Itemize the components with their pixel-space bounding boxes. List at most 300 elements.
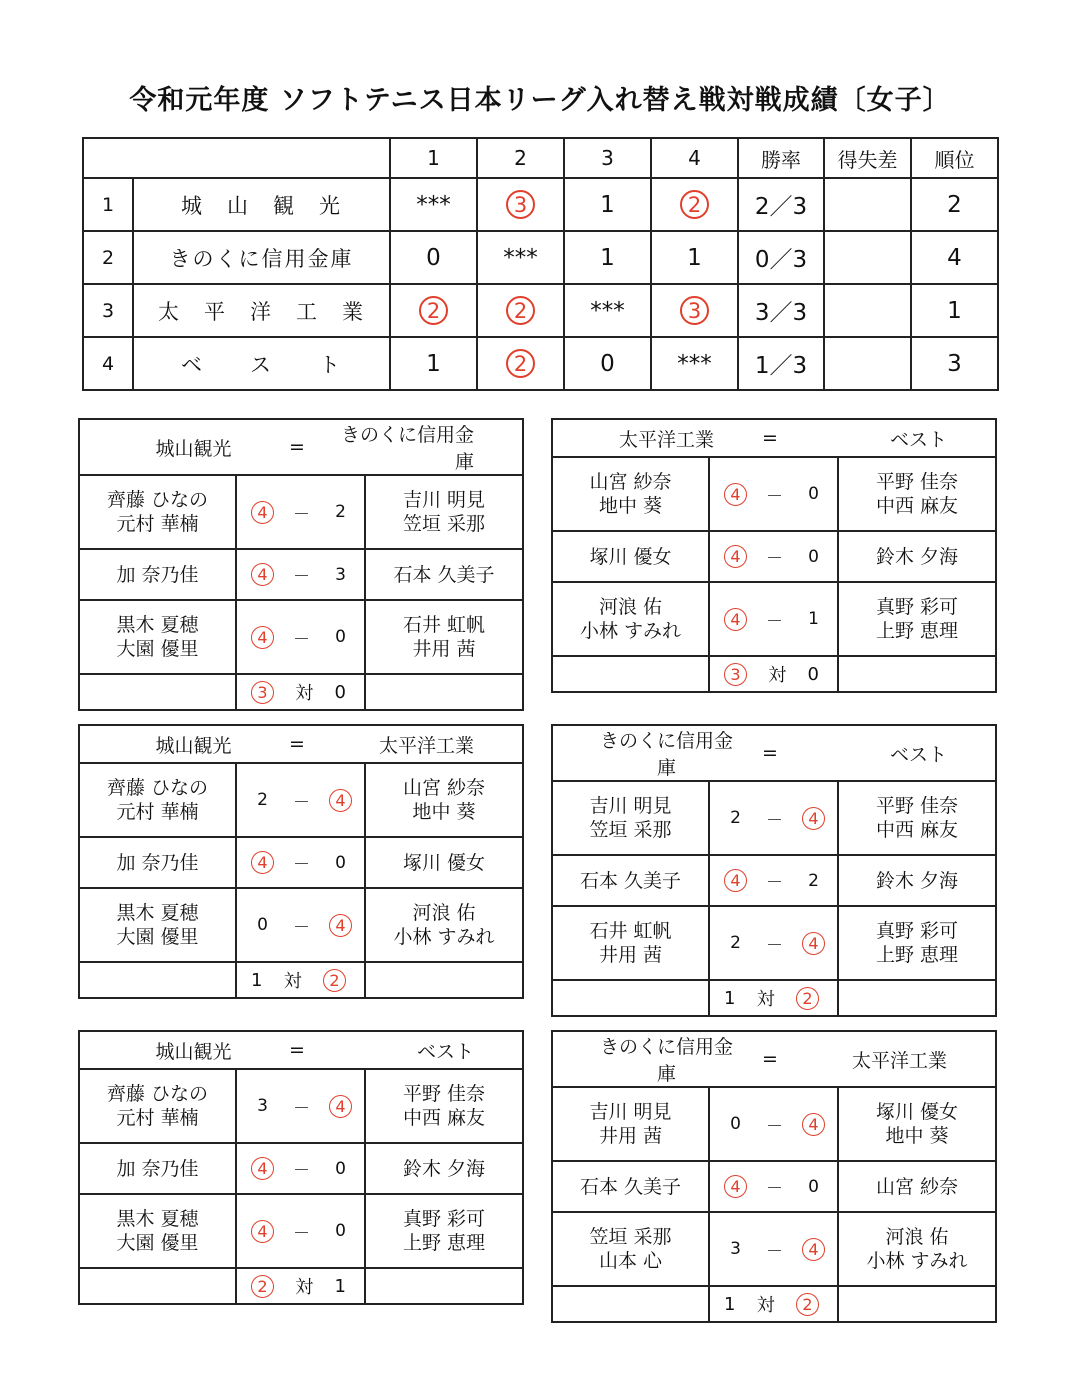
rank: 3 — [911, 337, 998, 390]
players-left — [79, 837, 236, 888]
score-dash: － — [293, 567, 310, 587]
players-left — [79, 475, 236, 549]
total-left: 3 — [724, 663, 747, 686]
players-right — [838, 457, 996, 531]
score-dash: － — [293, 855, 310, 875]
player-name: 山本 心 — [598, 1250, 663, 1272]
players-left — [79, 1069, 236, 1143]
league-header-row — [83, 138, 998, 178]
match-team-2: ベスト — [890, 428, 948, 451]
player-name: 元村 華楠 — [116, 1107, 199, 1129]
total-left: 2 — [251, 1275, 274, 1298]
header-col: 2 — [477, 138, 564, 178]
losing-score: 0 — [808, 484, 819, 504]
score: 1 — [600, 244, 615, 271]
score-dash: － — [293, 629, 310, 650]
match-team-1: きのくに信用金庫 — [600, 730, 734, 779]
game-row — [79, 763, 523, 837]
team-number: 2 — [83, 231, 133, 284]
league-row — [83, 178, 998, 231]
match-total — [709, 980, 838, 1016]
player-name: 真野 彩可 — [875, 596, 959, 618]
losing-score: 0 — [808, 1176, 819, 1197]
player-name: 加 奈乃佳 — [116, 563, 199, 586]
goal-diff — [824, 178, 911, 231]
players-right — [365, 475, 523, 549]
winning-score: 4 — [802, 932, 825, 955]
player-name: 元村 華楠 — [116, 513, 199, 535]
total-right: 2 — [323, 969, 346, 992]
team-name: きのくに信用金庫 — [133, 231, 390, 284]
winning-score: 4 — [251, 851, 274, 874]
total-blank — [79, 1268, 236, 1304]
losing-score: 2 — [730, 933, 741, 953]
match-total-row — [552, 980, 996, 1016]
player-name: 齊藤 ひなの — [106, 489, 209, 511]
result-cell — [390, 337, 477, 390]
player-name: 河浪 佑 — [885, 1226, 949, 1248]
score: 1 — [687, 244, 702, 271]
total-left: 1 — [724, 1293, 736, 1315]
player-name: 塚川 優女 — [402, 851, 486, 874]
losing-score: 2 — [257, 790, 268, 810]
score-line — [237, 562, 364, 587]
game-row — [552, 855, 996, 906]
total-line — [710, 661, 837, 687]
team-number: 1 — [83, 178, 133, 231]
match-total-row — [79, 674, 523, 710]
losing-score: 3 — [257, 1096, 268, 1116]
players-right — [365, 549, 523, 600]
players-left — [79, 549, 236, 600]
score: *** — [416, 191, 451, 218]
player-name: 塚川 優女 — [875, 1101, 959, 1123]
game-row — [552, 781, 996, 855]
match-team-1: きのくに信用金庫 — [599, 1036, 733, 1085]
goal-diff — [824, 231, 911, 284]
match-total — [236, 674, 365, 710]
game-score — [709, 1161, 838, 1212]
score-line — [710, 544, 837, 569]
player-name: 井用 茜 — [598, 1125, 663, 1147]
score: *** — [677, 350, 712, 377]
winning-score: 4 — [724, 483, 747, 506]
score: 1 — [426, 350, 441, 377]
match-table — [551, 724, 997, 1017]
match-header-cell — [79, 1031, 523, 1069]
score-line — [237, 625, 364, 650]
player-name: 加 奈乃佳 — [116, 1157, 199, 1180]
player-name: 小林 すみれ — [579, 620, 682, 642]
losing-score: 0 — [335, 1158, 346, 1179]
score-line — [237, 850, 364, 875]
match-total-row — [79, 1268, 523, 1304]
league-table — [82, 137, 999, 391]
result-cell — [564, 178, 651, 231]
match-equals: = — [762, 742, 778, 764]
game-row — [79, 837, 523, 888]
player-name: 小林 すみれ — [866, 1250, 968, 1272]
team-number: 4 — [83, 337, 133, 390]
match-header — [79, 419, 523, 475]
total-left: 1 — [251, 969, 263, 991]
result-cell — [564, 337, 651, 390]
match-header-content — [80, 726, 522, 762]
player-name: 井用 茜 — [412, 638, 476, 660]
match-header — [79, 1031, 523, 1069]
game-row — [79, 1069, 523, 1143]
total-blank — [552, 980, 709, 1016]
total-blank — [552, 656, 709, 692]
players-left — [552, 1161, 709, 1212]
player-name: 真野 彩可 — [875, 920, 959, 942]
rank: 1 — [911, 284, 998, 337]
result-cell — [651, 178, 738, 231]
player-name: 河浪 佑 — [412, 902, 476, 924]
players-left — [552, 906, 709, 980]
player-name: 上野 恵理 — [402, 1232, 486, 1254]
winning-score: 4 — [724, 1175, 747, 1198]
score-dash: － — [766, 549, 783, 569]
game-score — [709, 531, 838, 582]
total-blank — [365, 1268, 523, 1304]
score-line — [237, 1094, 364, 1119]
win-score-circled: 2 — [506, 349, 535, 378]
header-goal-diff: 得失差 — [824, 138, 911, 178]
team-name: 太 平 洋 工 業 — [133, 284, 390, 337]
player-name: 塚川 優女 — [589, 545, 672, 568]
match-header — [79, 725, 523, 763]
result-cell — [564, 231, 651, 284]
player-name: 笠垣 采那 — [589, 1226, 672, 1248]
player-name: 中西 麻友 — [875, 495, 959, 517]
score-dash: － — [766, 486, 783, 507]
match-total-row — [552, 656, 996, 692]
match-header-content — [80, 1032, 522, 1068]
player-name: 大園 優里 — [116, 926, 199, 948]
losing-score: 2 — [808, 870, 819, 891]
match-team-1: 城山観光 — [155, 1040, 232, 1063]
player-name: 笠垣 采那 — [589, 819, 672, 841]
win-score-circled: 2 — [419, 296, 448, 325]
match-table — [78, 1030, 524, 1305]
match-team-2: きのくに信用金庫 — [341, 424, 475, 473]
total-line — [710, 985, 837, 1011]
game-score — [236, 763, 365, 837]
total-blank — [838, 656, 996, 692]
result-cell — [390, 284, 477, 337]
header-blank — [83, 138, 390, 178]
score-line — [237, 500, 364, 525]
player-name: 平野 佳奈 — [402, 1083, 486, 1105]
result-cell — [477, 284, 564, 337]
player-name: 大園 優里 — [116, 1232, 199, 1254]
goal-diff — [824, 284, 911, 337]
players-left — [552, 855, 709, 906]
player-name: 黒木 夏穂 — [116, 902, 199, 924]
total-line — [237, 967, 364, 993]
player-name: 鈴木 夕海 — [875, 869, 959, 892]
game-score — [709, 1212, 838, 1286]
match-header-content — [553, 1032, 995, 1086]
winning-score: 4 — [724, 869, 747, 892]
winning-score: 4 — [802, 1238, 825, 1261]
rank: 2 — [911, 178, 998, 231]
match-team-2: ベスト — [890, 743, 948, 766]
players-right — [838, 1212, 996, 1286]
player-name: 山宮 紗奈 — [402, 777, 486, 799]
players-left — [552, 1212, 709, 1286]
player-name: 中西 麻友 — [875, 819, 959, 841]
players-left — [552, 457, 709, 531]
result-cell — [390, 231, 477, 284]
header-col: 4 — [651, 138, 738, 178]
winning-score: 4 — [251, 501, 274, 524]
winning-score: 4 — [251, 1157, 274, 1180]
player-name: 齊藤 ひなの — [106, 1083, 209, 1105]
winning-score: 4 — [251, 626, 274, 649]
header-col: 1 — [390, 138, 477, 178]
result-cell — [564, 284, 651, 337]
score-dash: － — [293, 1098, 310, 1119]
score-line — [237, 913, 364, 938]
total-left: 1 — [724, 987, 736, 1009]
winning-score: 4 — [802, 1113, 825, 1136]
players-right — [365, 1143, 523, 1194]
score: 0 — [600, 350, 615, 377]
result-cell — [477, 178, 564, 231]
result-cell — [651, 284, 738, 337]
win-score-circled: 3 — [680, 296, 709, 325]
players-right — [838, 1161, 996, 1212]
score-dash: － — [766, 611, 783, 632]
winning-score: 4 — [329, 914, 352, 937]
winning-score: 4 — [724, 545, 747, 568]
game-score — [709, 906, 838, 980]
winning-score: 4 — [251, 1220, 274, 1243]
game-score — [709, 582, 838, 656]
total-right: 2 — [796, 1293, 819, 1316]
total-right: 1 — [334, 1275, 346, 1297]
score-line — [710, 607, 837, 632]
win-rate: 3／3 — [738, 284, 824, 337]
match-team-1: 太平洋工業 — [619, 428, 715, 451]
total-blank — [838, 1286, 996, 1322]
game-row — [552, 531, 996, 582]
players-right — [365, 837, 523, 888]
players-right — [365, 888, 523, 962]
player-name: 吉川 明見 — [589, 795, 672, 817]
score-line — [710, 482, 837, 507]
game-row — [552, 906, 996, 980]
match-team-1: 城山観光 — [155, 734, 232, 757]
player-name: 平野 佳奈 — [875, 471, 959, 493]
game-row — [79, 475, 523, 549]
players-left — [552, 781, 709, 855]
page-title: 令和元年度 ソフトテニス日本リーグ入れ替え戦対戦成績〔女子〕 — [129, 85, 951, 116]
players-right — [365, 600, 523, 674]
player-name: 上野 恵理 — [875, 620, 959, 642]
total-vs: 対 — [295, 1277, 314, 1298]
team-number: 3 — [83, 284, 133, 337]
player-name: 鈴木 夕海 — [402, 1157, 486, 1180]
player-name: 石本 久美子 — [579, 869, 682, 892]
total-vs: 対 — [768, 665, 787, 686]
result-cell — [477, 231, 564, 284]
game-score — [236, 1069, 365, 1143]
match-total — [709, 1286, 838, 1322]
score-line — [237, 1219, 364, 1244]
winning-score: 4 — [329, 1095, 352, 1118]
match-table — [551, 1030, 997, 1323]
match-equals: = — [762, 1048, 778, 1070]
goal-diff — [824, 337, 911, 390]
players-right — [365, 763, 523, 837]
score-dash: － — [766, 1179, 783, 1199]
player-name: 地中 葵 — [412, 801, 476, 823]
win-rate: 2／3 — [738, 178, 824, 231]
player-name: 山宮 紗奈 — [875, 1175, 959, 1198]
total-line — [237, 679, 364, 705]
players-left — [79, 1143, 236, 1194]
total-blank — [552, 1286, 709, 1322]
players-right — [838, 531, 996, 582]
losing-score: 0 — [335, 627, 346, 647]
game-score — [709, 855, 838, 906]
total-blank — [79, 962, 236, 998]
score-dash: － — [766, 810, 783, 831]
total-blank — [365, 674, 523, 710]
score-dash: － — [293, 1223, 310, 1244]
losing-score: 2 — [335, 502, 346, 522]
players-right — [365, 1069, 523, 1143]
losing-score: 0 — [808, 546, 819, 567]
match-total — [709, 656, 838, 692]
players-left — [79, 763, 236, 837]
players-left — [552, 582, 709, 656]
player-name: 石本 久美子 — [393, 563, 495, 586]
game-score — [236, 475, 365, 549]
result-cell — [651, 231, 738, 284]
score: *** — [590, 297, 625, 324]
player-name: 鈴木 夕海 — [875, 545, 959, 568]
game-score — [709, 781, 838, 855]
winning-score: 4 — [802, 807, 825, 830]
player-name: 加 奈乃佳 — [116, 851, 199, 874]
win-score-circled: 2 — [506, 296, 535, 325]
game-score — [236, 1194, 365, 1268]
game-score — [709, 457, 838, 531]
game-row — [552, 582, 996, 656]
league-row — [83, 284, 998, 337]
match-table — [78, 418, 524, 711]
game-score — [236, 549, 365, 600]
match-team-2: ベスト — [416, 1040, 474, 1063]
game-row — [79, 1194, 523, 1268]
score-line — [710, 868, 837, 893]
match-team-2: 太平洋工業 — [379, 734, 475, 757]
score-dash: － — [766, 873, 783, 893]
game-row — [552, 457, 996, 531]
player-name: 石井 虹帆 — [402, 614, 486, 636]
players-left — [552, 531, 709, 582]
losing-score: 0 — [257, 915, 268, 935]
result-cell — [477, 337, 564, 390]
score-line — [237, 788, 364, 813]
player-name: 山宮 紗奈 — [589, 471, 672, 493]
match-header — [552, 419, 996, 457]
players-right — [365, 1194, 523, 1268]
losing-score: 1 — [808, 609, 819, 629]
players-left — [79, 1194, 236, 1268]
game-row — [552, 1087, 996, 1161]
match-header-content — [553, 726, 995, 780]
total-vs: 対 — [295, 683, 314, 704]
score-line — [710, 806, 837, 831]
header-col: 3 — [564, 138, 651, 178]
match-total — [236, 1268, 365, 1304]
player-name: 石本 久美子 — [579, 1175, 682, 1198]
score-dash: － — [766, 1241, 783, 1262]
total-blank — [365, 962, 523, 998]
player-name: 中西 麻友 — [402, 1107, 486, 1129]
score-dash: － — [293, 1161, 310, 1181]
game-score — [709, 1087, 838, 1161]
player-name: 地中 葵 — [885, 1125, 949, 1147]
losing-score: 3 — [335, 564, 346, 585]
losing-score: 0 — [730, 1114, 741, 1134]
total-line — [710, 1291, 837, 1317]
total-line — [237, 1273, 364, 1299]
match-equals: = — [289, 1039, 305, 1061]
match-header — [552, 1031, 996, 1087]
game-row — [552, 1161, 996, 1212]
players-left — [552, 1087, 709, 1161]
score-line — [237, 1156, 364, 1181]
winning-score: 4 — [724, 608, 747, 631]
team-name: 城 山 観 光 — [133, 178, 390, 231]
game-score — [236, 888, 365, 962]
player-name: 吉川 明見 — [589, 1101, 672, 1123]
game-score — [236, 1143, 365, 1194]
players-right — [838, 855, 996, 906]
player-name: 地中 葵 — [598, 495, 663, 517]
player-name: 黒木 夏穂 — [116, 614, 199, 636]
game-row — [79, 600, 523, 674]
player-name: 黒木 夏穂 — [116, 1208, 199, 1230]
league-row — [83, 337, 998, 390]
match-header — [552, 725, 996, 781]
winning-score: 4 — [329, 789, 352, 812]
winning-score: 4 — [251, 563, 274, 586]
win-rate: 1／3 — [738, 337, 824, 390]
score-dash: － — [766, 935, 783, 956]
header-win-rate: 勝率 — [738, 138, 824, 178]
match-header-content — [553, 420, 995, 456]
game-score — [236, 600, 365, 674]
header-rank: 順位 — [911, 138, 998, 178]
player-name: 齊藤 ひなの — [106, 777, 209, 799]
total-vs: 対 — [756, 989, 775, 1010]
losing-score: 0 — [335, 852, 346, 873]
result-cell — [390, 178, 477, 231]
score-line — [710, 1112, 837, 1137]
match-header-cell — [552, 725, 996, 781]
match-header-cell — [79, 419, 523, 475]
match-total — [236, 962, 365, 998]
match-equals: = — [289, 436, 305, 458]
players-right — [838, 582, 996, 656]
